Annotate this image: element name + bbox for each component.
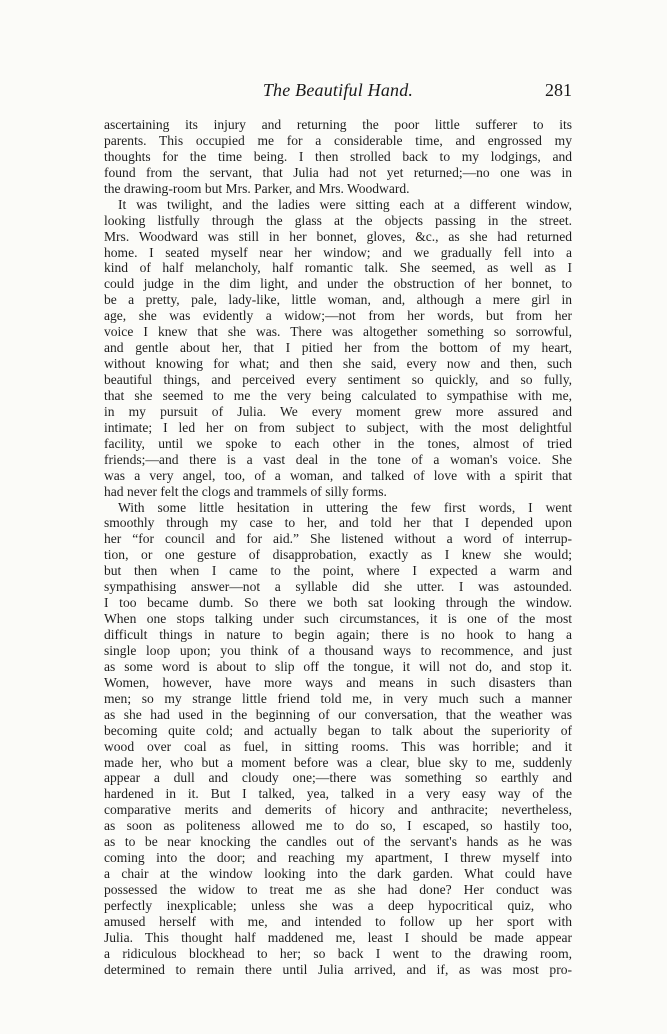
text-line: age, she was evidently a widow;—not from her words, but from her — [104, 308, 572, 324]
text-line: sympathising answer—not a syllable did she utter. I was astounded. — [104, 579, 572, 595]
text-line: With some little hesitation in uttering the few first words, I went — [118, 499, 572, 515]
text-line: wood over coal as fuel, in sitting rooms. This was horrible; and it — [104, 738, 572, 754]
text-line: could judge in the dim light, and under the obstruction of her bonnet, to — [104, 276, 572, 292]
text-line: ascertaining its injury and returning the poor little sufferer to its — [104, 117, 572, 132]
text-line: the drawing-room but Mrs. Parker, and Mrs. Woodward. — [104, 180, 410, 196]
text-line: and gentle about her, that I pitied her from the bottom of my heart, — [104, 340, 572, 356]
text-line: amused herself with me, and intended to follow up her sport with — [104, 913, 572, 929]
text-line: coming into the door; and reaching my apartment, I threw myself into — [104, 850, 572, 866]
text-line: as soon as politeness allowed me to do so, I escaped, so hastily too, — [104, 818, 572, 834]
text-line: difficult things in nature to begin again; there is no hook to hang a — [104, 627, 572, 642]
text-line: thoughts for the time being. I then strolled back to my lodgings, and — [104, 148, 572, 164]
text-line: possessed the widow to treat me as she had done? Her conduct was — [104, 882, 572, 897]
text-line: looking listfully through the glass at the objects passing in the street. — [104, 212, 572, 228]
text-line: voice I knew that she was. There was altogether something so sorrowful, — [104, 324, 572, 340]
running-title: The Beautiful Hand. — [262, 80, 414, 100]
text-line: tion, or one gesture of disapprobation, exactly as I knew she would; — [104, 547, 572, 563]
text-line: hardened in it. But I talked, yea, talked in a very easy way of the — [104, 786, 572, 802]
text-line: Women, however, have more ways and means in such disasters than — [104, 674, 572, 690]
text-line: beautiful things, and perceived every sentiment so quickly, and so fully, — [104, 372, 572, 387]
text-line: I too became dumb. So there we both sat looking through the window. — [104, 595, 572, 611]
text-line: as to be near knocking the candles out of the servant's hands as he was — [104, 834, 572, 850]
text-line: her “for council and for aid.” She listened without a word of interrup- — [104, 531, 572, 547]
body-text — [104, 117, 572, 978]
text-line: single loop upon; you think of a thousand ways to recommence, and just — [104, 642, 572, 658]
text-line: as she had used in the beginning of our conversation, that the weather was — [104, 706, 572, 722]
text-line: in my pursuit of Julia. We every moment grew more assured and — [104, 403, 572, 419]
text-line: found from the servant, that Julia had not yet returned;—no one was in — [104, 164, 572, 180]
page-header — [104, 80, 572, 108]
text-line: determined to remain there until Julia arrived, and if, as was most pro- — [104, 961, 572, 977]
text-line: men; so my strange little friend told me, in very much such a manner — [104, 690, 572, 706]
text-line: parents. This occupied me for a considerable time, and engrossed my — [104, 132, 572, 148]
text-line: be a pretty, pale, lady-like, little woman, and, although a mere girl in — [104, 292, 572, 308]
text-line: home. I seated myself near her window; and we gradually fell into a — [104, 244, 572, 260]
text-line: facility, until we spoke to each other in the tones, almost of tried — [104, 435, 572, 451]
text-line: had never felt the clogs and trammels of silly forms. — [104, 483, 387, 499]
text-line: smoothly through my case to her, and told her that I depended upon — [104, 515, 572, 531]
text-line: that she seemed to me the very being calculated to sympathise with me, — [104, 387, 572, 403]
text-line: a chair at the window looking into the dark garden. What could have — [104, 866, 572, 882]
text-line: made her, who but a moment before was a clear, blue sky to me, suddenly — [104, 754, 572, 770]
text-line: When one stops talking under such circumstances, it is one of the most — [104, 611, 572, 627]
text-line: becoming quite cold; and actually began to talk about the superiority of — [104, 722, 572, 738]
text-line: without knowing for what; and then she said, every now and then, such — [104, 356, 572, 372]
text-line: was a very angel, too, of a woman, and talked of love with a spirit that — [104, 467, 572, 483]
text-line: Mrs. Woodward was still in her bonnet, gloves, &c., as she had returned — [104, 228, 572, 244]
text-line: appear a dull and cloudy one;—there was something so earthly and — [104, 770, 572, 786]
text-line: intimate; I led her on from subject to subject, with the most delightful — [104, 419, 572, 435]
text-line: as some word is about to slip off the tongue, it will not do, and stop it. — [104, 658, 572, 674]
text-line: perfectly inexplicable; unless she was a deep hypocritical quiz, who — [104, 897, 572, 913]
text-line: comparative merits and demerits of hicory and anthracite; nevertheless, — [104, 802, 572, 818]
text-line: but then when I came to the point, where I expected a warm and — [104, 563, 572, 579]
text-line: It was twilight, and the ladies were sitting each at a different window, — [118, 196, 572, 212]
text-line: a ridiculous blockhead to her; so back I went to the drawing room, — [104, 945, 572, 961]
page-number: 281 — [545, 80, 572, 100]
text-line: friends;—and there is a vast deal in the tone of a woman's voice. She — [104, 451, 572, 467]
text-line: Julia. This thought half maddened me, least I should be made appear — [104, 929, 572, 945]
text-line: kind of half melancholy, half romantic talk. She seemed, as well as I — [104, 260, 572, 276]
